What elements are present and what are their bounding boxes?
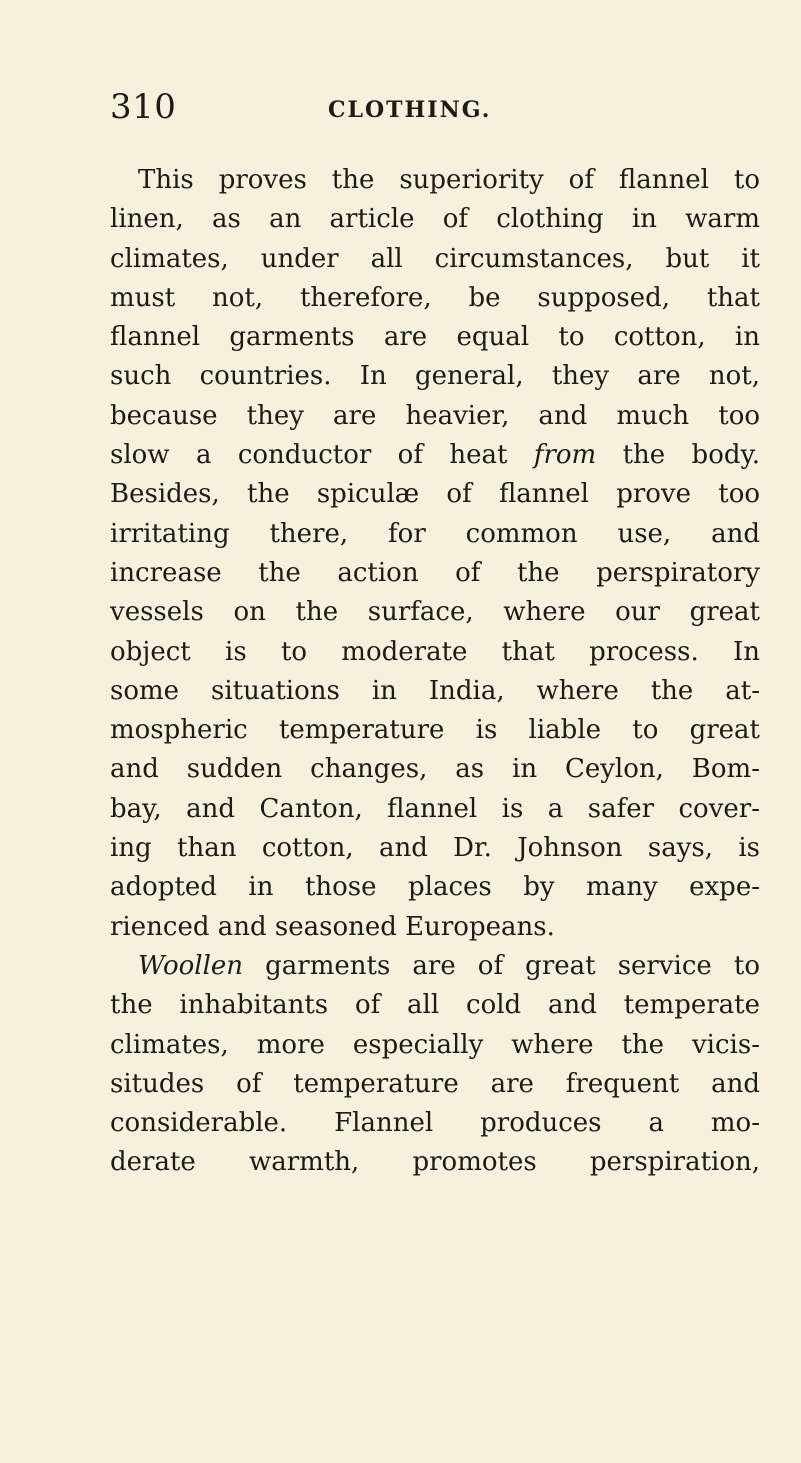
body-text — [110, 161, 760, 1183]
text-line: Besides, the spiculæ of flannel prove too — [110, 479, 760, 510]
text-line: rienced and seasoned Europeans. — [110, 911, 555, 942]
text-line: because they are heavier, and much too — [110, 400, 760, 431]
text-line — [110, 436, 760, 475]
text-segment: slow a conductor of heat — [110, 440, 508, 471]
text-line: the inhabitants of all cold and temperate — [110, 990, 760, 1021]
text-segment: garments are of great service to — [265, 950, 761, 981]
text-line: climates, more especially where the vicis- — [110, 1029, 760, 1060]
text-line: such countries. In general, they are not, — [110, 361, 760, 392]
text-line: considerable. Flannel produces a mo- — [110, 1108, 760, 1139]
text-line: climates, under all circumstances, but it — [110, 243, 760, 274]
text-line: mospheric temperature is liable to great — [110, 715, 760, 746]
running-head: CLOTHING. — [328, 97, 492, 123]
text-line: derate warmth, promotes perspiration, — [110, 1147, 760, 1178]
text-line: irritating there, for common use, and — [110, 518, 760, 549]
page-header — [110, 85, 720, 129]
italic-word: Woollen — [138, 950, 244, 981]
page-number: 310 — [110, 87, 177, 127]
italic-word: from — [533, 440, 597, 471]
text-line: vessels on the surface, where our great — [110, 597, 760, 628]
text-line: object is to moderate that process. In — [110, 636, 760, 667]
text-line: bay, and Canton, flannel is a safer cover- — [110, 793, 760, 824]
text-line: adopted in those places by many expe- — [110, 872, 760, 903]
text-line: must not, therefore, be supposed, that — [110, 282, 760, 313]
text-line: linen, as an article of clothing in warm — [110, 204, 760, 235]
text-line: and sudden changes, as in Ceylon, Bom- — [110, 754, 760, 785]
text-line: increase the action of the perspiratory — [110, 557, 760, 588]
text-line — [110, 947, 760, 986]
text-line: This proves the superiority of flannel to — [138, 165, 760, 195]
text-line: ing than cotton, and Dr. Johnson says, is — [110, 833, 760, 864]
text-line: situdes of temperature are frequent and — [110, 1068, 760, 1099]
text-line: some situations in India, where the at- — [110, 675, 760, 706]
text-line: flannel garments are equal to cotton, in — [110, 322, 760, 353]
text-segment: the body. — [622, 440, 760, 471]
